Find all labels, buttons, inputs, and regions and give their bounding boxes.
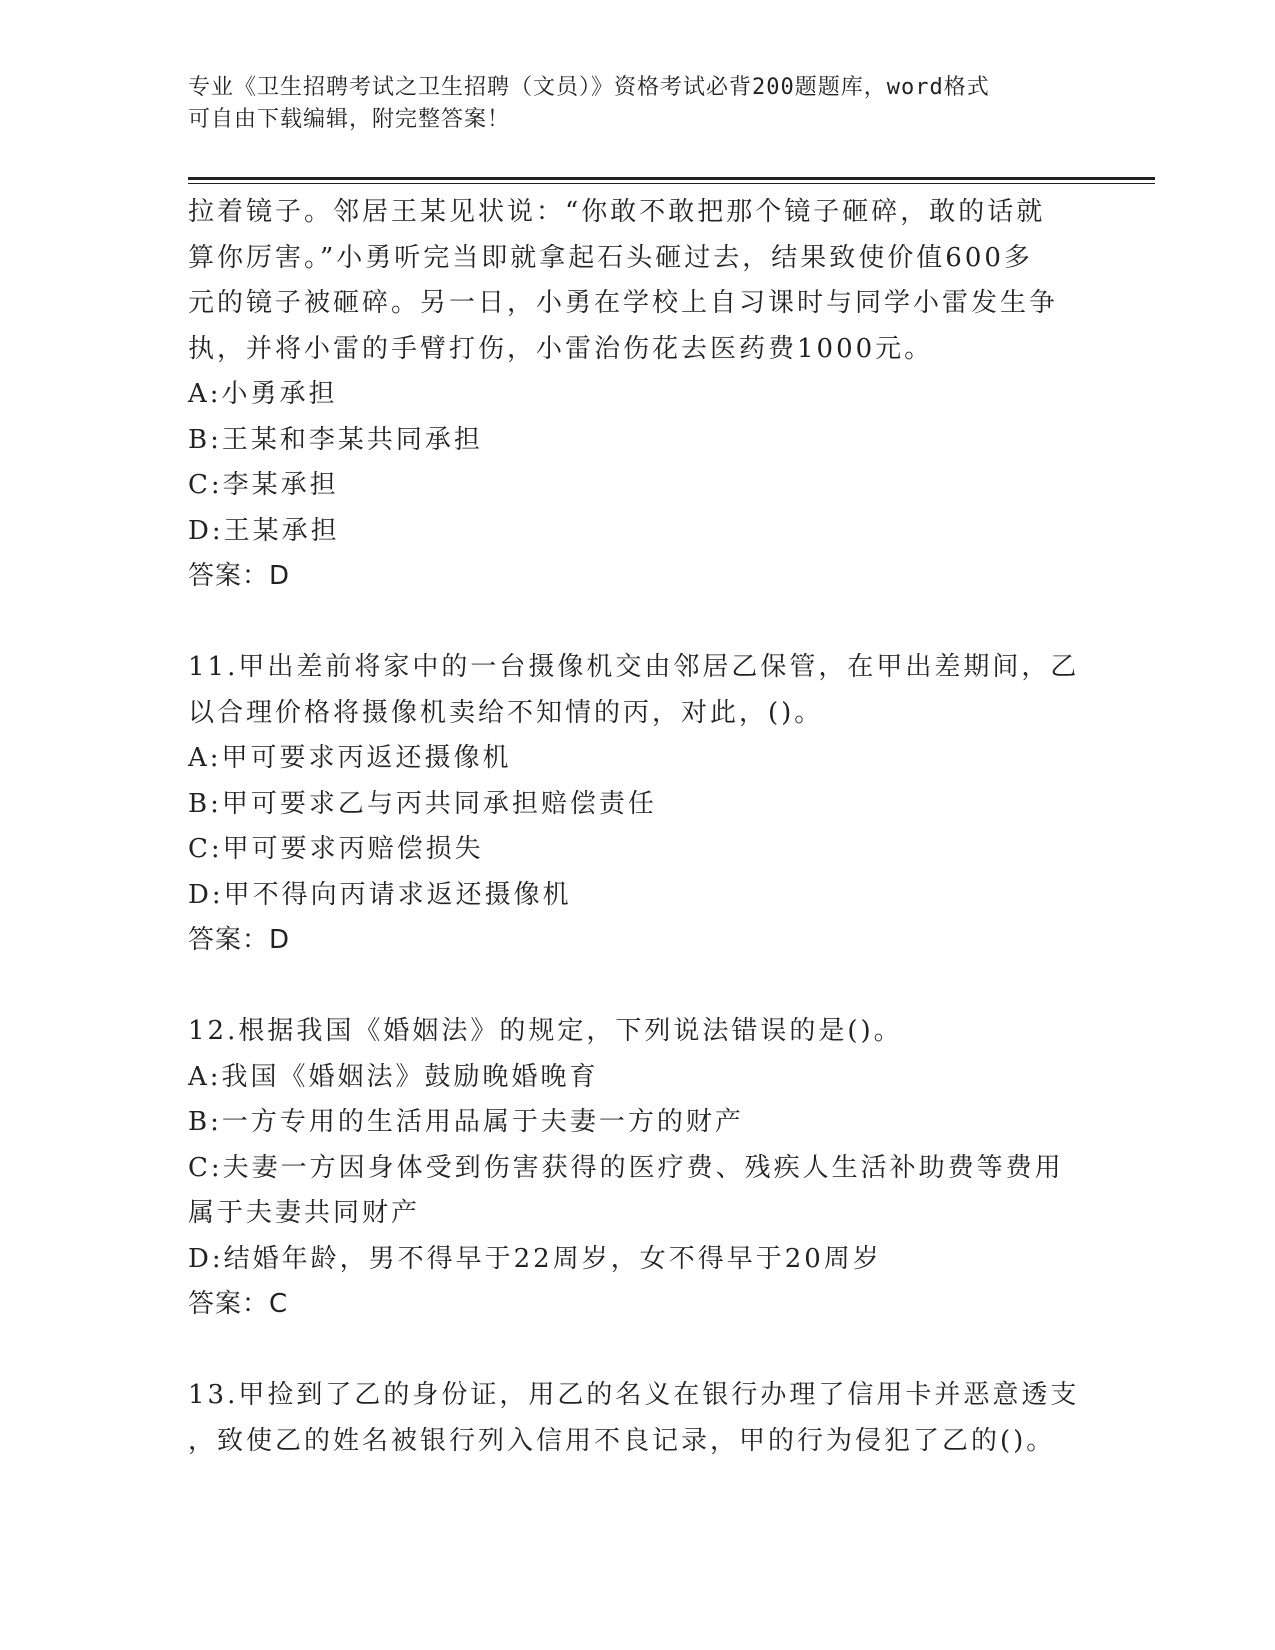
answer-line: 答案：D	[188, 925, 291, 955]
document-body	[188, 190, 1078, 1464]
option-a: A:我国《婚姻法》鼓励晚婚晚育	[188, 1061, 599, 1092]
option-b: B:王某和李某共同承担	[188, 424, 483, 455]
header-line-1: 专业《卫生招聘考试之卫生招聘（文员）》资格考试必背200题题库，word格式	[188, 75, 990, 100]
document-header	[188, 72, 1088, 136]
option-c: C:夫妻一方因身体受到伤害获得的医疗费、残疾人生活补助费等费用	[188, 1152, 1064, 1183]
option-c-continued: 属于夫妻共同财产	[188, 1198, 421, 1228]
header-rule-thick	[188, 177, 1155, 180]
question-text-line: 13.甲捡到了乙的身份证，用乙的名义在银行办理了信用卡并恶意透支	[188, 1380, 1080, 1410]
spacer	[188, 1328, 1078, 1374]
option-b: B:一方专用的生活用品属于夫妻一方的财产	[188, 1107, 744, 1137]
question-text-line: 元的镜子被砸碎。另一日，小勇在学校上自习课时与同学小雷发生争	[188, 288, 1059, 318]
question-11	[188, 645, 1078, 964]
option-a: A:小勇承担	[188, 379, 338, 409]
question-text-line: 拉着镜子。邻居王某见状说：“你敢不敢把那个镜子砸碎，敢的话就	[188, 197, 1046, 227]
header-rule-thin	[188, 183, 1155, 184]
question-text-line: 执，并将小雷的手臂打伤，小雷治伤花去医药费1000元。	[188, 333, 934, 364]
question-13	[188, 1373, 1078, 1464]
option-d: D:王某承担	[188, 515, 340, 546]
question-text-line: 12.根据我国《婚姻法》的规定，下列说法错误的是()。	[188, 1016, 903, 1046]
spacer	[188, 600, 1078, 646]
question-text-line: 11.甲出差前将家中的一台摄像机交由邻居乙保管，在甲出差期间，乙	[188, 652, 1080, 682]
option-d: D:结婚年龄，男不得早于22周岁，女不得早于20周岁	[188, 1243, 882, 1274]
option-b: B:甲可要求乙与丙共同承担赔偿责任	[188, 788, 657, 819]
option-a: A:甲可要求丙返还摄像机	[188, 743, 512, 773]
question-10	[188, 190, 1078, 600]
option-d: D:甲不得向丙请求返还摄像机	[188, 879, 572, 910]
question-text-line: 算你厉害。”小勇听完当即就拿起石头砸过去，结果致使价值600多	[188, 242, 1033, 273]
question-text-line: ，致使乙的姓名被银行列入信用不良记录，甲的行为侵犯了乙的()。	[188, 1425, 1056, 1456]
header-line-2: 可自由下载编辑，附完整答案！	[188, 107, 511, 132]
spacer	[188, 964, 1078, 1010]
question-text-line: 以合理价格将摄像机卖给不知情的丙，对此，()。	[188, 697, 824, 728]
option-c: C:李某承担	[188, 470, 339, 500]
option-c: C:甲可要求丙赔偿损失	[188, 834, 484, 864]
answer-line: 答案：C	[188, 1289, 289, 1319]
answer-line: 答案：D	[188, 561, 291, 591]
question-12	[188, 1009, 1078, 1328]
